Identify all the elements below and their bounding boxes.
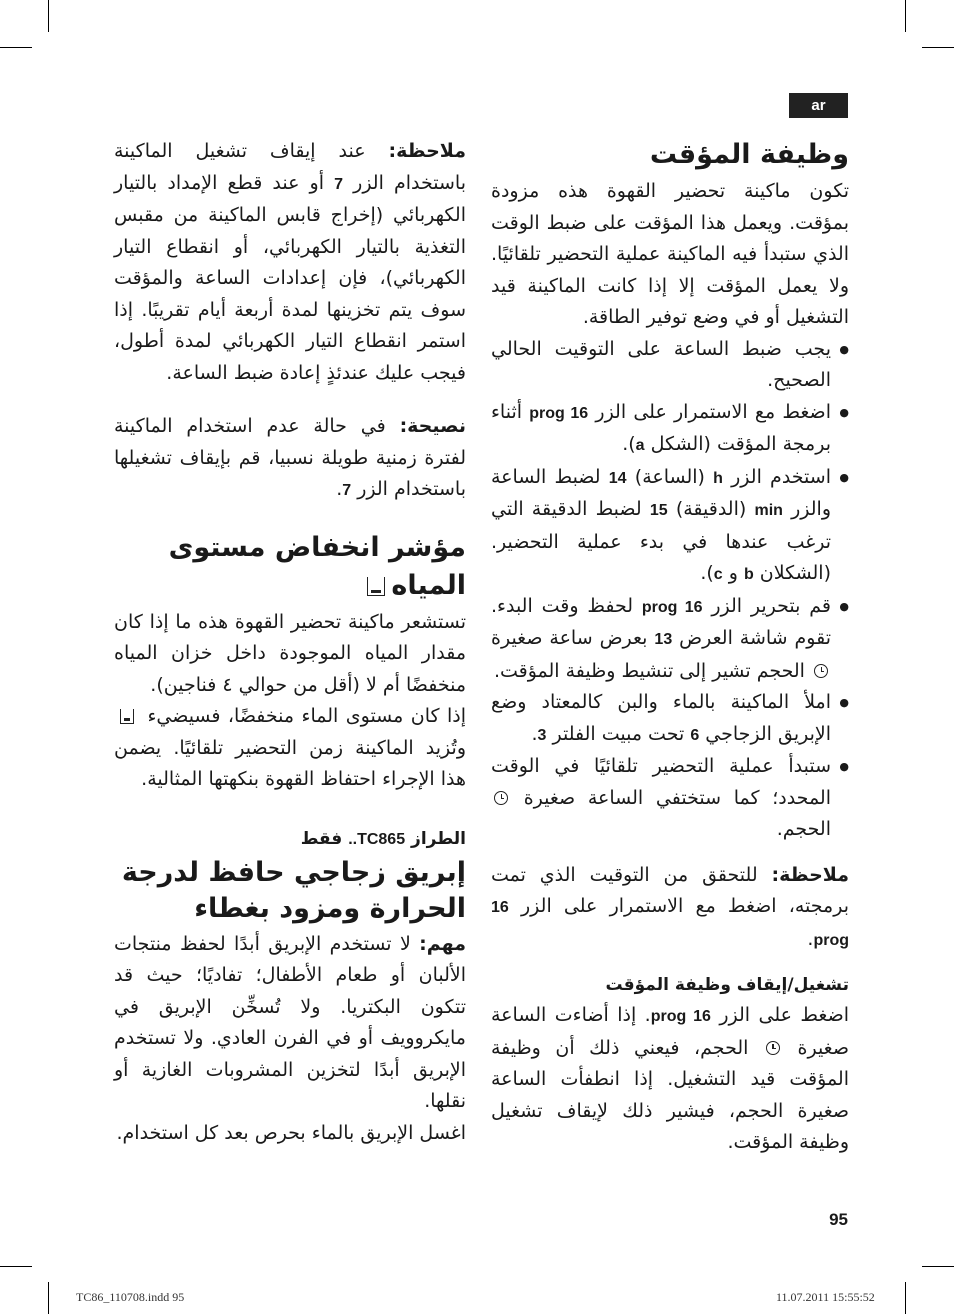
water-level-icon	[367, 577, 385, 596]
crop-mark	[905, 1282, 906, 1314]
timer-onoff-heading: تشغيل/إيقاف وظيفة المؤقت	[605, 975, 849, 995]
clock-icon	[766, 1041, 780, 1055]
list-item: ● قم بتحرير الزر 16 prog لحفظ وقت البدء. تقوم شاشة العرض 13 بعرض ساعة صغيرة الحجم تشير إلى تنشيط وظيفة المؤقت.	[491, 591, 831, 688]
left-column	[114, 136, 466, 1149]
timer-section	[491, 136, 849, 1159]
wash-note: اغسل الإبريق بالماء بحرص بعد كل استخدام.	[116, 1121, 466, 1144]
list-item: ● املأ الماكينة بالماء والبن كالمعتاد وضع الإبريق الزجاجي 6 تحت مبيت الفلتر 3.	[491, 687, 831, 751]
list-item: ● ستبدأ عملية التحضير تلقائيًا في الوقت المحدد؛ كما ستختفي الساعة صغيرة الحجم.	[491, 751, 831, 846]
timer-note: ملاحظة: للتحقق من التوقيت الذي تمت برمجته، اضغط مع الاستمرار على الزر 16 prog.	[491, 863, 850, 950]
page-number: 95	[829, 1210, 848, 1229]
clock-icon	[494, 791, 508, 805]
crop-mark	[922, 1266, 954, 1267]
language-tab: ar	[789, 93, 848, 118]
important-note: مهم: لا تستخدم الإبريق أبدًا لحفظ منتجات الألبان أو طعام الأطفال؛ تفاديًا؛ حيث قد تتكون البكتريا. ولا تُسخِّن الإبريق في مايكروويف أو في الفرن العادي. ولا تستخدم الإبريق أبدًا لتخزين المشروبات الغازية أو نقلها.	[114, 932, 466, 1112]
footer-datetime: 11.07.2011 15:55:52	[776, 1290, 875, 1304]
low-water-heading: مؤشر انخفاض مستوى المياه	[168, 531, 466, 601]
water-level-icon	[120, 709, 134, 724]
model-line: الطراز TC865.. فقط	[300, 828, 466, 849]
low-water-text-2: إذا كان مستوى الماء منخفضًا، فسيضيء وتُزيد الماكينة زمن التحضير تلقائيًا. يضمن هذا الإجراء احتفاظ القهوة بنكهتها المثالية.	[114, 705, 466, 790]
list-item: ● استخدم الزر h (الساعة) 14 لضبط الساعة والزر min (الدقيقة) 15 لضبط الدقيقة التي ترغب عندها في بدء عملية التحضير. (الشكلان b و c).	[491, 462, 831, 591]
low-water-text: تستشعر ماكينة تحضير القهوة هذه ما إذا كان مقدار المياه الموجودة داخل خزان المياه منخفضًا أم لا (أقل من حوالي ٤ فناجين).	[114, 610, 466, 696]
timer-heading: وظيفة المؤقت	[649, 139, 849, 170]
tip: نصيحة: في حالة عدم استخدام الماكينة لفترة زمنية طويلة نسبيا، قم بإيقاف تشغيلها باستخدام الزر 7.	[114, 415, 466, 500]
crop-mark	[0, 47, 32, 48]
timer-onoff-text: اضغط على الزر 16 prog. إذا أضاءت الساعة صغيرة الحجم، فيعني ذلك أن وظيفة المؤقت قيد التشغيل. إذا انطفأت الساعة صغيرة الحجم، فيشير ذلك لإيقاف تشغيل وظيفة المؤقت.	[491, 1004, 849, 1153]
crop-mark	[905, 0, 906, 32]
footer-file: TC86_110708.indd 95	[76, 1290, 185, 1304]
crop-mark	[922, 47, 954, 48]
clock-icon	[814, 664, 828, 678]
power-note: ملاحظة: عند إيقاف تشغيل الماكينة باستخدام الزر 7 أو عند قطع الإمداد بالتيار الكهربائي (إخراج قابس الماكينة من مقبس التغذية بالتيار الكهربائي، أو انقطاع التيار الكهربائي)، فإن إعدادات الساعة والمؤقت سوف يتم تخزينها لمدة أربعة أيام تقريبًا. إذا استمر انقطاع التيار الكهربائي لمدة أطول، فيجب عليك عندئذٍ إعادة ضبط الساعة.	[114, 140, 466, 384]
list-item: ● يجب ضبط الساعة على التوقيت الحالي الصحيح.	[491, 334, 831, 397]
crop-mark	[0, 1266, 32, 1267]
timer-intro: تكون ماكينة تحضير القهوة هذه مزودة بمؤقت. ويعمل هذا المؤقت على ضبط الوقت الذي ستبدأ فيه الماكينة عملية التحضير تلقائيًا. ولا يعمل المؤقت إلا إذا كانت الماكينة قيد التشغيل أو في وضع توفير الطاقة.	[491, 180, 849, 328]
thermal-jug-heading: إبريق زجاجي حافظ لدرجة الحرارة ومزود بغطاء	[121, 856, 466, 924]
crop-mark	[48, 0, 49, 32]
timer-steps	[491, 334, 849, 846]
crop-mark	[48, 1282, 49, 1314]
list-item: ● اضغط مع الاستمرار على الزر 16 prog أثناء برمجة المؤقت (الشكل a).	[491, 397, 831, 462]
